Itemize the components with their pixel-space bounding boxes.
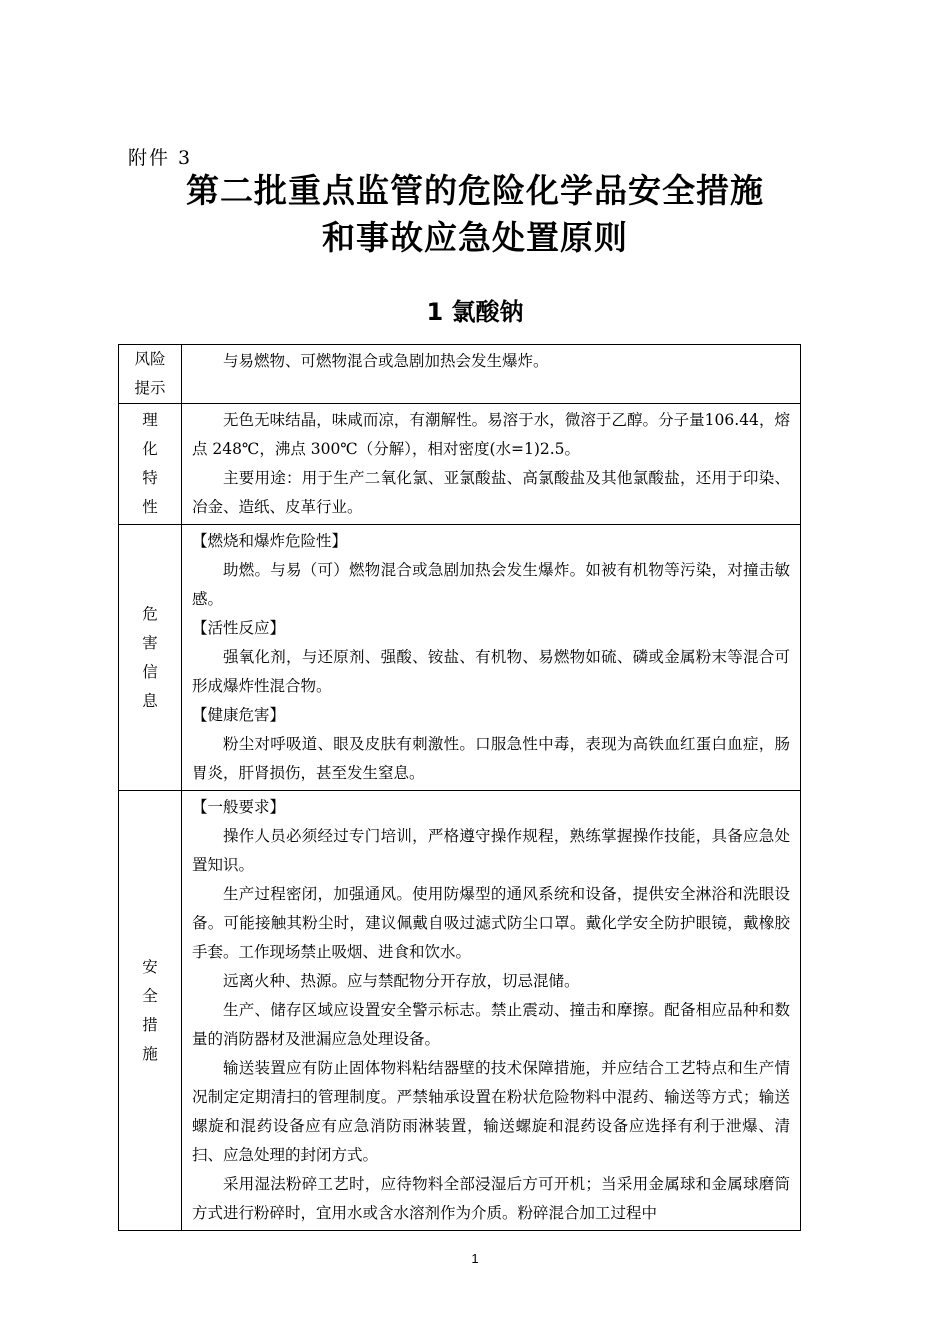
paragraph: 生产、储存区域应设置安全警示标志。禁止震动、撞击和摩擦。配备相应品种和数量的消防器材及泄漏应急处理设备。 — [192, 1001, 790, 1048]
row-label-safety — [119, 791, 182, 1231]
row-label-risk — [119, 345, 182, 404]
document-title-line1: 第二批重点监管的危险化学品安全措施 — [186, 171, 764, 210]
label-line: 化 — [142, 440, 158, 458]
label-line: 害 — [142, 633, 158, 652]
section-heading: 【活性反应】 — [192, 619, 286, 637]
paragraph: 无色无味结晶，味咸而凉，有潮解性。易溶于水，微溶于乙醇。分子量106.44，熔点 248℃，沸点 300℃（分解），相对密度(水=1)2.5。 — [192, 411, 790, 458]
row-content-hazard — [182, 525, 801, 791]
table-row-risk — [119, 345, 801, 404]
label-line: 措 — [142, 1015, 158, 1034]
label-line: 息 — [142, 691, 158, 710]
table-row-safety — [119, 791, 801, 1231]
row-content-risk — [182, 345, 801, 404]
paragraph: 远离火种、热源。应与禁配物分开存放，切忌混储。 — [223, 972, 580, 990]
section-heading: 【燃烧和爆炸危险性】 — [192, 532, 348, 550]
row-content-properties — [182, 404, 801, 525]
section-heading: 【健康危害】 — [192, 706, 286, 724]
row-label-properties — [119, 404, 182, 525]
section-heading: 【一般要求】 — [192, 798, 286, 816]
label-line: 提示 — [134, 379, 166, 397]
paragraph: 输送装置应有防止固体物料粘结器壁的技术保障措施，并应结合工艺特点和生产情况制定定期清扫的管理制度。严禁轴承设置在粉状危险物料中混药、输送等方式；输送螺旋和混药设备应有应急消防雨淋装置，输送螺旋和混药设备应选择有利于泄爆、清扫、应急处理的封闭方式。 — [192, 1059, 790, 1164]
paragraph: 粉尘对呼吸道、眼及皮肤有刺激性。口服急性中毒，表现为高铁血红蛋白血症，肠胃炎，肝肾损伤，甚至发生窒息。 — [192, 735, 790, 782]
chemical-subtitle: 1 氯酸钠 — [426, 298, 524, 326]
label-line: 性 — [142, 498, 158, 516]
label-line: 信 — [142, 662, 158, 681]
row-label-hazard — [119, 525, 182, 791]
label-line: 施 — [142, 1044, 158, 1063]
attachment-label: 附件 3 — [128, 147, 193, 169]
row-content-safety — [182, 791, 801, 1231]
paragraph: 采用湿法粉碎工艺时，应待物料全部浸湿后方可开机；当采用金属球和金属球磨筒方式进行粉碎时，宜用水或含水溶剂作为介质。粉碎混合加工过程中 — [192, 1175, 790, 1222]
paragraph: 强氧化剂，与还原剂、强酸、铵盐、有机物、易燃物如硫、磷或金属粉末等混合可形成爆炸性混合物。 — [192, 648, 790, 695]
document-title-line2: 和事故应急处置原则 — [322, 218, 628, 257]
chemical-info-table — [118, 344, 801, 1231]
label-line: 特 — [142, 469, 158, 487]
table-row-properties — [119, 404, 801, 525]
paragraph: 主要用途：用于生产二氧化氯、亚氯酸盐、高氯酸盐及其他氯酸盐，还用于印染、冶金、造纸、皮革行业。 — [192, 469, 790, 516]
label-line: 危 — [142, 604, 158, 623]
paragraph: 与易燃物、可燃物混合或急剧加热会发生爆炸。 — [223, 352, 549, 370]
label-line: 理 — [142, 411, 158, 429]
label-line: 风险 — [134, 350, 166, 368]
table-row-hazard — [119, 525, 801, 791]
page-number: 1 — [471, 1251, 479, 1266]
paragraph: 生产过程密闭，加强通风。使用防爆型的通风系统和设备，提供安全淋浴和洗眼设备。可能接触其粉尘时，建议佩戴自吸过滤式防尘口罩。戴化学安全防护眼镜，戴橡胶手套。工作现场禁止吸烟、进食和饮水。 — [192, 885, 790, 961]
label-line: 全 — [142, 986, 158, 1005]
paragraph: 助燃。与易（可）燃物混合或急剧加热会发生爆炸。如被有机物等污染，对撞击敏感。 — [192, 561, 790, 608]
paragraph: 操作人员必须经过专门培训，严格遵守操作规程，熟练掌握操作技能，具备应急处置知识。 — [192, 827, 790, 874]
label-line: 安 — [142, 957, 158, 976]
